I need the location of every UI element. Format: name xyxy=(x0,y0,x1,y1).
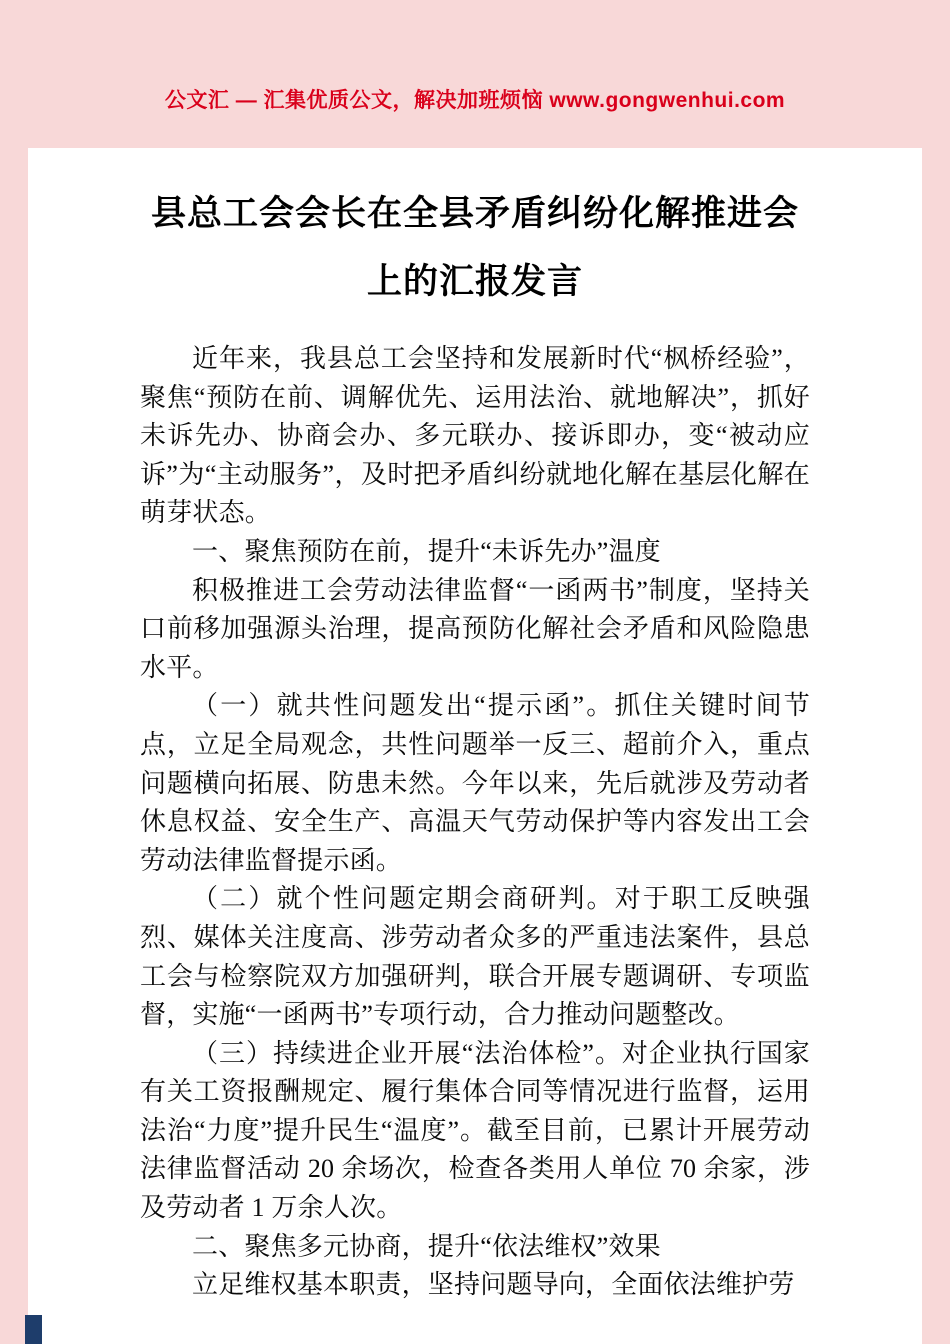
paragraph-item-3: （三）持续进企业开展“法治体检”。对企业执行国家有关工资报酬规定、履行集体合同等情况进行监督，运用法治“力度”提升民生“温度”。截至目前，已累计开展劳动法律监督活动 20 余场次，检查各类用人单位 70 余家，涉及劳动者 1 万余人次。 xyxy=(140,1038,810,1223)
document-title-line-1: 县总工会会长在全县矛盾纠纷化解推进会 xyxy=(150,194,799,233)
paragraph-item-2: （二）就个性问题定期会商研判。对于职工反映强烈、媒体关注度高、涉劳动者众多的严重违法案件，县总工会与检察院双方加强研判，联合开展专题调研、专项监督，实施“一函两书”专项行动，合力推动问题整改。 xyxy=(140,884,810,1030)
paragraph-intro: 近年来，我县总工会坚持和发展新时代“枫桥经验”，聚焦“预防在前、调解优先、运用法治、就地解决”，抓好未诉先办、协商会办、多元联办、接诉即办，变“被动应诉”为“主动服务”，及时把矛盾纠纷就地化解在基层化解在萌芽状态。 xyxy=(140,344,810,528)
section-heading-1: 一、聚焦预防在前，提升“未诉先办”温度 xyxy=(192,536,661,566)
document-title-line-2: 上的汇报发言 xyxy=(366,262,583,301)
document-title xyxy=(48,180,902,316)
paragraph-item-1: （一）就共性问题发出“提示函”。抓住关键时间节点，立足全局观念，共性问题举一反三、超前介入，重点问题横向拓展、防患未然。今年以来，先后就涉及劳动者休息权益、安全生产、高温天气劳动保护等内容发出工会劳动法律监督提示函。 xyxy=(140,691,810,875)
paragraph-section1-intro: 积极推进工会劳动法律监督“一函两书”制度，坚持关口前移加强源头治理，提高预防化解社会矛盾和风险隐患水平。 xyxy=(140,575,810,682)
section-heading-2: 二、聚焦多元协商，提升“依法维权”效果 xyxy=(192,1231,661,1261)
bottom-left-widget[interactable] xyxy=(25,1315,42,1344)
paragraph-section2-intro: 立足维权基本职责，坚持问题导向，全面依法维护劳 xyxy=(192,1270,795,1300)
document-page xyxy=(28,148,922,1344)
site-watermark: 公文汇 — 汇集优质公文，解决加班烦恼 www.gongwenhui.com xyxy=(164,89,786,112)
document-body xyxy=(140,340,810,1305)
